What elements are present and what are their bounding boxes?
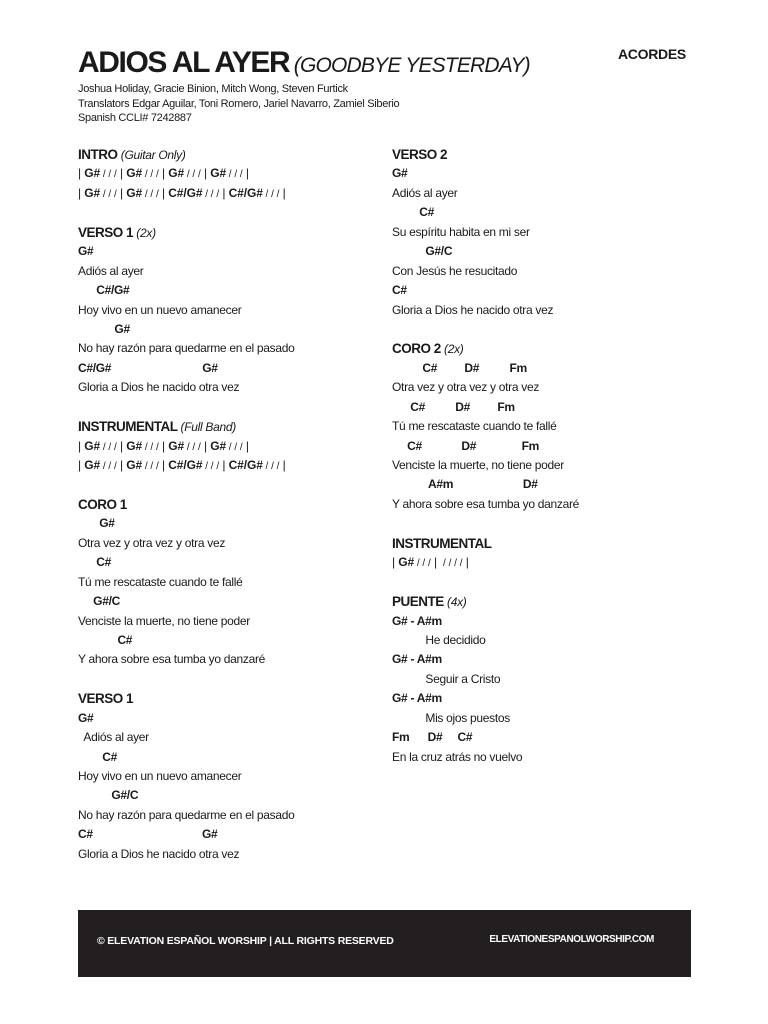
section-name: INSTRUMENTAL bbox=[392, 535, 492, 551]
lyric-line: Tú me rescataste cuando te fallé bbox=[392, 419, 557, 434]
section-header bbox=[78, 689, 378, 708]
copyright-notice: © ELEVATION ESPAÑOL WORSHIP | ALL RIGHTS RESERVED bbox=[97, 935, 394, 947]
lyric-line: Otra vez y otra vez y otra vez bbox=[78, 535, 226, 550]
bar-chord: G# bbox=[126, 185, 143, 200]
bar-slashes: / / / bbox=[202, 461, 220, 472]
bar-slashes: / / / bbox=[226, 169, 243, 181]
lyric-line: Venciste la muerte, no tiene poder bbox=[392, 458, 564, 472]
song-title-block bbox=[78, 46, 530, 80]
chord-line: Fm D# C# bbox=[392, 730, 473, 745]
song-subtitle: (GOODBYE YESTERDAY) bbox=[293, 54, 530, 77]
website-link[interactable]: ELEVATIONESPANOLWORSHIP.COM bbox=[489, 934, 654, 945]
lyric-line: Y ahora sobre esa tumba yo danzaré bbox=[392, 496, 580, 511]
chord-line: G#/C bbox=[78, 594, 120, 609]
chord-line: C# G# bbox=[78, 827, 218, 842]
chord-line: G# - A#m bbox=[392, 613, 442, 628]
section-spacer bbox=[78, 203, 378, 222]
lyric-line: Y ahora sobre esa tumba yo danzaré bbox=[78, 652, 266, 667]
section-header bbox=[392, 339, 712, 358]
bar-slashes: / / / bbox=[414, 558, 431, 570]
chord-line: G# bbox=[392, 166, 408, 181]
section-note: (2x) bbox=[136, 225, 156, 240]
sheet-type-label: ACORDES bbox=[618, 46, 686, 62]
section-header bbox=[78, 223, 378, 242]
bar-slashes: / / / bbox=[262, 461, 280, 472]
section-spacer bbox=[392, 514, 712, 533]
bar-chord: G# bbox=[168, 438, 185, 453]
lyric-line: Su espíritu habita en mi ser bbox=[392, 224, 530, 239]
bar-chord: G# bbox=[210, 438, 227, 453]
chord-line: C# D# Fm bbox=[392, 360, 527, 375]
section-note: (Full Band) bbox=[180, 420, 236, 435]
bar-slashes: / / / bbox=[142, 441, 159, 453]
chord-line: G#/C bbox=[392, 244, 453, 259]
section-name: VERSO 1 bbox=[78, 224, 134, 240]
chord-line: G#/C bbox=[78, 788, 139, 803]
credits bbox=[78, 82, 399, 126]
lyric-line: Con Jesús he resucitado bbox=[392, 263, 518, 278]
bar-chord: C#/G# bbox=[168, 185, 203, 200]
lyric-line: Gloria a Dios he nacido otra vez bbox=[78, 380, 240, 395]
bar-slashes: / / / bbox=[184, 169, 201, 181]
bar-slashes: / / / / bbox=[440, 558, 463, 570]
bar-line: | G# / / / | G# / / / | C#/G# / / / | C#/G# / / / | bbox=[78, 458, 289, 472]
section-note: (4x) bbox=[447, 595, 467, 610]
bar-slashes: / / / bbox=[100, 461, 117, 472]
section-spacer bbox=[78, 398, 378, 417]
section-header bbox=[78, 145, 378, 164]
chord-line: C# bbox=[78, 632, 133, 647]
lyric-line: Mis ojos puestos bbox=[392, 710, 510, 725]
section-spacer bbox=[78, 670, 378, 689]
lyric-line: No hay razón para quedarme en el pasado bbox=[78, 807, 295, 822]
section-name: CORO 1 bbox=[78, 496, 127, 512]
lyric-line: Hoy vivo en un nuevo amanecer bbox=[78, 302, 242, 317]
section-note: (Guitar Only) bbox=[120, 148, 186, 162]
section-header bbox=[392, 534, 712, 553]
bar-chord: G# bbox=[168, 166, 185, 181]
bar-slashes: / / / bbox=[202, 188, 220, 200]
bar-slashes: / / / bbox=[100, 441, 117, 453]
section-name: CORO 2 bbox=[392, 341, 441, 357]
chord-line: G# - A#m bbox=[392, 691, 442, 706]
chord-line: C#/G# bbox=[78, 283, 130, 298]
bar-line: | G# / / / | / / / / | bbox=[392, 555, 472, 570]
lyric-line: En la cruz atrás no vuelvo bbox=[392, 749, 523, 764]
section-spacer bbox=[392, 320, 712, 339]
lyric-line: Adiós al ayer bbox=[392, 185, 458, 200]
chord-line: C# bbox=[392, 283, 407, 298]
bar-slashes: / / / bbox=[262, 188, 280, 200]
chord-line: C# D# Fm bbox=[392, 399, 515, 414]
credit-translators: Translators Edgar Aguilar, Toni Romero, Jariel Navarro, Zamiel Siberio bbox=[78, 97, 400, 110]
section-note: (2x) bbox=[444, 342, 464, 357]
section-name: PUENTE bbox=[392, 594, 444, 610]
bar-line: | G# / / / | G# / / / | G# / / / | G# / / / | bbox=[78, 166, 253, 181]
section-name: VERSO 2 bbox=[392, 147, 448, 162]
footer bbox=[78, 910, 691, 977]
bar-chord: G# bbox=[126, 438, 143, 453]
chord-line: C# bbox=[78, 555, 111, 570]
chord-line: C#/G# G# bbox=[78, 360, 218, 375]
section-header bbox=[392, 592, 712, 611]
bar-chord: G# bbox=[398, 555, 415, 570]
lyric-line: Gloria a Dios he nacido otra vez bbox=[392, 302, 554, 317]
left-column bbox=[78, 145, 378, 864]
lyric-line: Venciste la muerte, no tiene poder bbox=[78, 613, 250, 628]
bar-chord: G# bbox=[84, 458, 101, 472]
lyric-line: No hay razón para quedarme en el pasado bbox=[78, 341, 295, 356]
section-spacer bbox=[78, 475, 378, 494]
bar-line: | G# / / / | G# / / / | G# / / / | G# / / / | bbox=[78, 438, 253, 453]
bar-chord: C#/G# bbox=[228, 185, 263, 200]
bar-chord: C#/G# bbox=[228, 458, 263, 472]
credit-ccli: Spanish CCLI# 7242887 bbox=[78, 112, 192, 124]
section-header bbox=[78, 495, 378, 514]
right-column bbox=[392, 145, 712, 767]
bar-line: | G# / / / | G# / / / | C#/G# / / / | C#/G# / / / | bbox=[78, 185, 289, 200]
chord-line: G# bbox=[78, 321, 130, 336]
section-header bbox=[78, 417, 378, 436]
bar-chord: G# bbox=[126, 166, 143, 181]
lyric-line: Gloria a Dios he nacido otra vez bbox=[78, 846, 240, 861]
bar-slashes: / / / bbox=[142, 188, 159, 200]
section-name: VERSO 1 bbox=[78, 691, 134, 707]
chord-line: C# bbox=[78, 749, 118, 764]
bar-chord: C#/G# bbox=[168, 458, 203, 472]
credit-writers: Joshua Holiday, Gracie Binion, Mitch Wong, Steven Furtick bbox=[78, 83, 348, 95]
bar-chord: G# bbox=[84, 438, 101, 453]
section-name: INTRO bbox=[78, 147, 118, 162]
bar-slashes: / / / bbox=[142, 169, 159, 181]
bar-chord: G# bbox=[210, 166, 227, 181]
bar-slashes: / / / bbox=[100, 169, 117, 181]
chord-line: G# bbox=[78, 244, 94, 259]
bar-chord: G# bbox=[126, 458, 143, 472]
section-header bbox=[392, 145, 712, 164]
section-name: INSTRUMENTAL bbox=[78, 419, 178, 435]
lyric-line: Hoy vivo en un nuevo amanecer bbox=[78, 769, 242, 783]
lyric-line: He decidido bbox=[392, 632, 486, 647]
bar-slashes: / / / bbox=[226, 441, 243, 453]
chord-line: A#m D# bbox=[392, 477, 538, 492]
lyric-line: Tú me rescataste cuando te fallé bbox=[78, 574, 243, 589]
chord-line: C# D# Fm bbox=[392, 438, 540, 453]
bar-slashes: / / / bbox=[100, 188, 117, 200]
chord-line: G# bbox=[78, 516, 115, 531]
section-spacer bbox=[392, 573, 712, 592]
bar-slashes: / / / bbox=[184, 441, 201, 453]
song-title: ADIOS AL AYER bbox=[78, 46, 290, 79]
lyric-line: Adiós al ayer bbox=[78, 730, 149, 745]
lyric-line: Otra vez y otra vez y otra vez bbox=[392, 380, 540, 395]
chord-line: C# bbox=[392, 205, 435, 220]
lyric-line: Adiós al ayer bbox=[78, 263, 144, 278]
bar-slashes: / / / bbox=[142, 461, 159, 472]
bar-chord: G# bbox=[84, 185, 101, 200]
chord-line: G# bbox=[78, 710, 94, 725]
chord-line: G# - A#m bbox=[392, 652, 442, 667]
bar-chord: G# bbox=[84, 166, 101, 181]
lyric-line: Seguir a Cristo bbox=[392, 671, 501, 686]
